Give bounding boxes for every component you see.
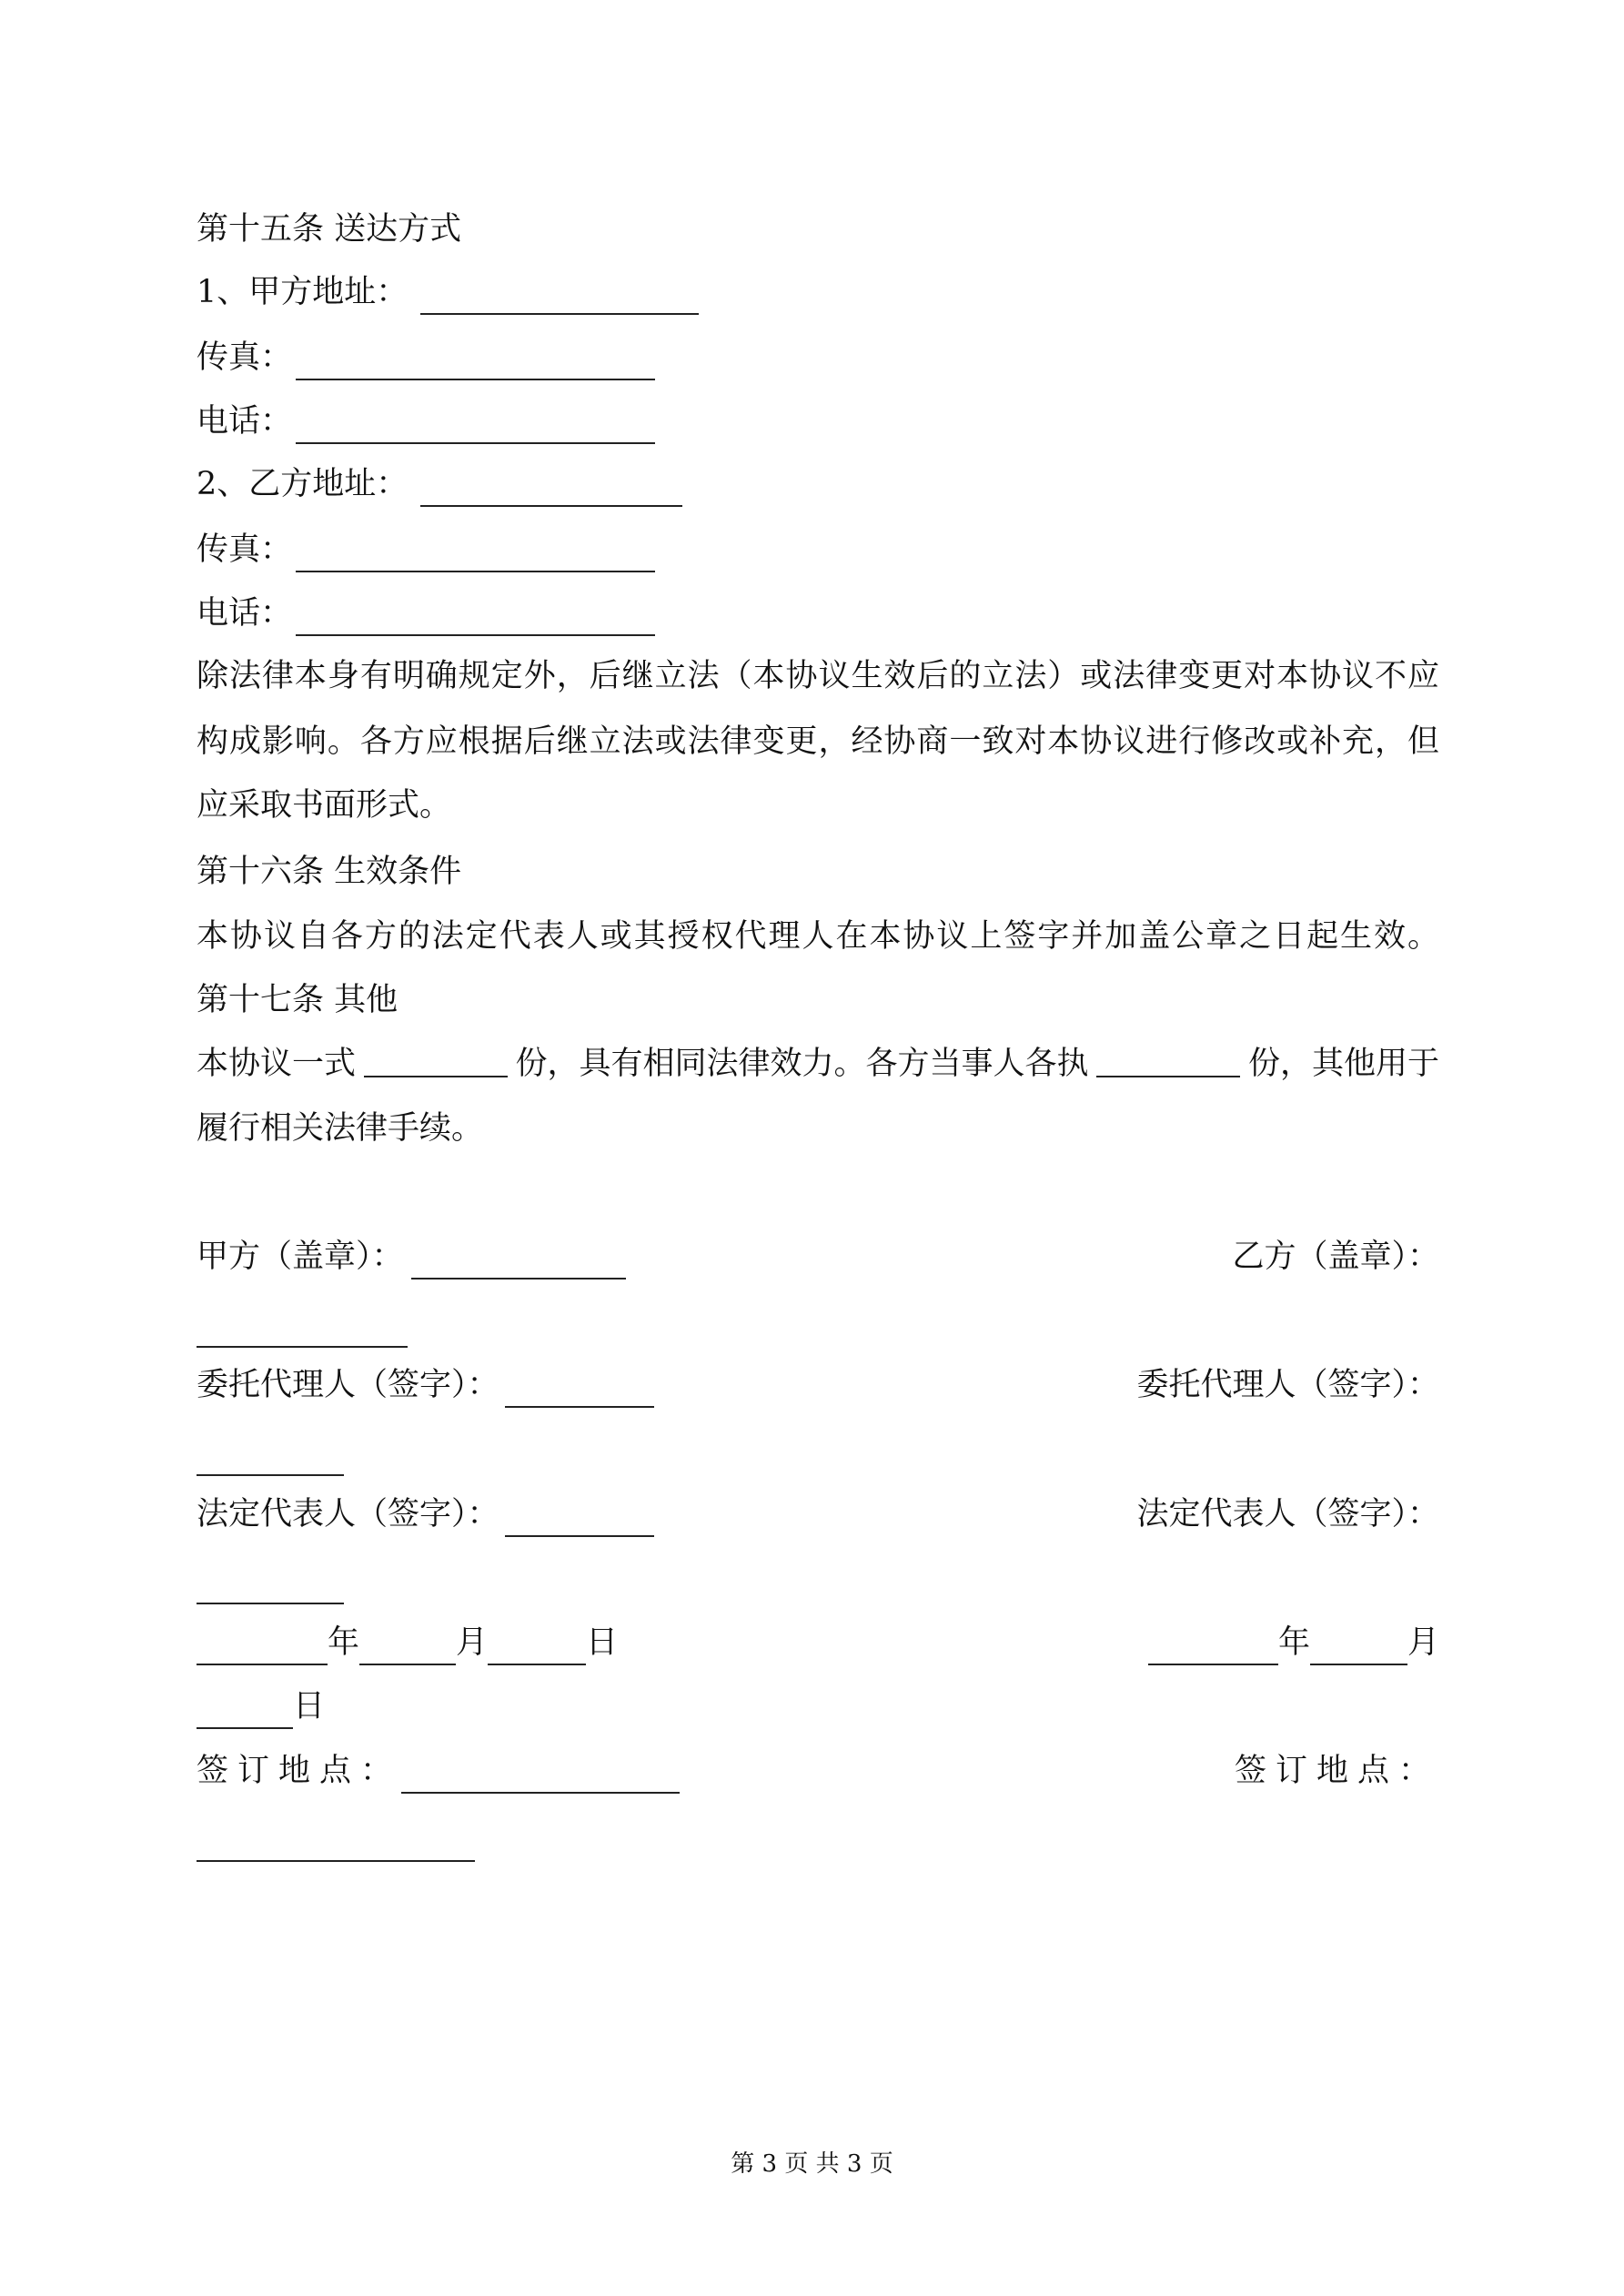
party-b-phone-row [197,591,1439,636]
year-blank[interactable] [1148,1629,1278,1665]
party-b-address-label: 2、乙方地址： [197,466,409,502]
party-b-legal-rep-blank[interactable] [197,1568,344,1604]
party-a-phone-blank[interactable] [296,408,655,444]
party-b-seal-label: 乙方（盖章）： [1232,1239,1439,1275]
copies-row [197,1041,1439,1087]
total-copies-blank[interactable] [364,1041,508,1077]
party-a-fax-blank[interactable] [296,344,655,380]
agent-label: 委托代理人（签字）： [197,1367,499,1403]
day-label: 日 [293,1688,326,1725]
day-label: 日 [586,1624,619,1661]
copies-text: 份，具有相同法律效力。各方当事人各执 [515,1046,1089,1082]
party-b-legal-rep-row [197,1559,1439,1604]
place-label: 签订地点： [197,1753,402,1789]
party-a-seal-label: 甲方（盖章）： [197,1239,404,1275]
party-b-fax-blank[interactable] [296,536,655,572]
year-label: 年 [1277,1624,1310,1661]
each-party-copies-blank[interactable] [1096,1041,1240,1077]
fax-label: 传真： [197,531,293,568]
party-b-day-row [197,1684,1439,1729]
party-b-seal-row [197,1302,1439,1348]
section-16-title: 第十六条 生效条件 [197,854,462,890]
party-a-address-row [197,269,1439,315]
party-b-agent-label: 委托代理人（签字）： [1136,1367,1439,1403]
section-15-title: 第十五条 送达方式 [197,211,462,248]
party-b-address-blank[interactable] [420,470,682,507]
party-b-agent-row [197,1431,1439,1476]
party-b-agent-blank[interactable] [197,1440,344,1476]
party-b-seal-blank[interactable] [197,1311,408,1348]
party-a-phone-row [197,399,1439,444]
phone-label: 电话： [197,595,293,632]
year-label: 年 [328,1624,360,1661]
party-b-date-row [197,1620,1439,1665]
party-a-fax-row [197,335,1439,380]
party-b-legal-rep-label: 法定代表人（签字）： [1136,1496,1439,1532]
party-b-address-row [197,461,1439,507]
month-label: 月 [456,1624,489,1661]
section-16-text: 本协议自各方的法定代表人或其授权代理人在本协议上签字并加盖公章之日起生效。 [197,918,1439,955]
copies-text: 本协议一式 [197,1046,357,1082]
paragraph-line: 除法律本身有明确规定外，后继立法（本协议生效后的立法）或法律变更对本协议不应 [197,658,1439,694]
phone-label: 电话： [197,403,293,440]
section-17-title: 第十七条 其他 [197,982,398,1018]
party-b-place-row [197,1816,1439,1862]
party-b-phone-blank[interactable] [296,600,655,636]
month-blank[interactable] [1310,1629,1407,1665]
page-number: 第 3 页 共 3 页 [731,2150,893,2178]
day-blank[interactable] [197,1693,293,1729]
copies-text: 份，其他用于 [1247,1046,1439,1082]
party-b-place-label: 签订地点： [1234,1753,1439,1789]
party-a-address-blank[interactable] [420,278,699,315]
party-b-fax-row [197,527,1439,572]
month-label: 月 [1407,1624,1439,1661]
fax-label: 传真： [197,339,293,376]
party-b-place-blank[interactable] [197,1826,475,1862]
section-17-line2: 履行相关法律手续。 [197,1110,484,1147]
paragraph-line: 构成影响。各方应根据后继立法或法律变更，经协商一致对本协议进行修改或补充，但 [197,723,1439,760]
paragraph-line: 应采取书面形式。 [197,787,452,824]
legal-rep-label: 法定代表人（签字）： [197,1496,499,1532]
party-a-address-label: 1、甲方地址： [197,274,409,310]
